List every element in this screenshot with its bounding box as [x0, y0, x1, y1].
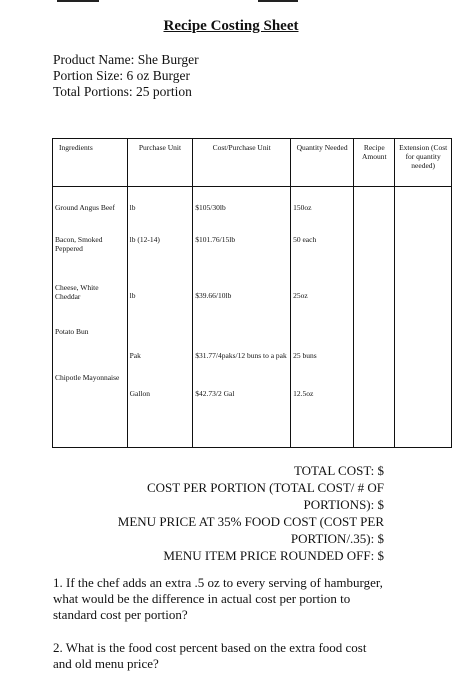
cell-ingredient: Potato Bun	[53, 317, 128, 373]
cell-cost-per-unit: $31.77/4paks/12 buns to a pak	[193, 317, 291, 373]
table-row	[53, 269, 452, 317]
question-2: 2. What is the food cost percent based on the extra food cost and old menu price?	[53, 640, 367, 671]
table-header-row	[53, 139, 452, 187]
table-row	[53, 373, 452, 448]
header-extension: Extension (Cost for quantity needed)	[395, 139, 452, 187]
cell-extension	[395, 269, 452, 317]
cell-recipe-amount	[354, 317, 395, 373]
header-ingredients: Ingredients	[53, 139, 128, 187]
header-recipe-amount: Recipe Amount	[354, 139, 395, 187]
portion-size: Portion Size: 6 oz Burger	[53, 68, 190, 83]
cell-extension	[395, 187, 452, 227]
cell-quantity: 25 buns	[291, 317, 354, 373]
table-row	[53, 317, 452, 373]
cell-extension	[395, 227, 452, 269]
total-cost: TOTAL COST: $	[293, 463, 384, 478]
menu-price-line1: MENU PRICE AT 35% FOOD COST (COST PER	[117, 514, 384, 529]
cost-per-portion-line1: COST PER PORTION (TOTAL COST/ # OF	[146, 480, 384, 495]
cell-purchase-unit: Pak	[127, 317, 193, 373]
cell-purchase-unit: lb (12-14)	[127, 227, 193, 269]
product-info	[53, 52, 199, 100]
table-row	[53, 227, 452, 269]
cell-quantity: 12.5oz	[291, 373, 354, 448]
costing-table	[52, 138, 452, 448]
menu-price-line2: PORTION/.35): $	[290, 531, 384, 546]
total-portions: Total Portions: 25 portion	[53, 84, 192, 99]
cost-per-portion-line2: PORTIONS): $	[303, 497, 384, 512]
cell-cost-per-unit: $39.66/10lb	[193, 269, 291, 317]
header-cost-per-unit: Cost/Purchase Unit	[193, 139, 291, 187]
cell-extension	[395, 317, 452, 373]
cell-quantity: 150oz	[291, 187, 354, 227]
cell-recipe-amount	[354, 227, 395, 269]
question-1: 1. If the chef adds an extra .5 oz to every serving of hamburger, what would be the difference in actual cost per portion to standard cost per portion?	[53, 575, 383, 622]
cell-cost-per-unit: $101.76/15lb	[193, 227, 291, 269]
totals-block	[64, 462, 384, 564]
cell-recipe-amount	[354, 373, 395, 448]
cell-ingredient: Ground Angus Beef	[53, 187, 128, 227]
table-row	[53, 187, 452, 227]
cell-ingredient: Chipotle Mayonnaise	[53, 373, 128, 448]
cell-recipe-amount	[354, 269, 395, 317]
cell-purchase-unit: lb	[127, 187, 193, 227]
header-purchase-unit: Purchase Unit	[127, 139, 193, 187]
sheet-title: Recipe Costing Sheet	[163, 18, 299, 34]
cell-extension	[395, 373, 452, 448]
cell-cost-per-unit: $105/30lb	[193, 187, 291, 227]
cell-recipe-amount	[354, 187, 395, 227]
cell-quantity: 50 each	[291, 227, 354, 269]
header-quantity-needed: Quantity Needed	[291, 139, 354, 187]
top-rule-left	[57, 0, 99, 2]
cell-ingredient: Cheese, White Cheddar	[53, 269, 128, 317]
cell-purchase-unit: lb	[127, 269, 193, 317]
cell-cost-per-unit: $42.73/2 Gal	[193, 373, 291, 448]
product-name: Product Name: She Burger	[53, 52, 199, 67]
menu-price-rounded: MENU ITEM PRICE ROUNDED OFF: $	[163, 548, 384, 563]
cell-ingredient: Bacon, Smoked Peppered	[53, 227, 128, 269]
cell-quantity: 25oz	[291, 269, 354, 317]
top-rule-right	[258, 0, 298, 2]
cell-purchase-unit: Gallon	[127, 373, 193, 448]
